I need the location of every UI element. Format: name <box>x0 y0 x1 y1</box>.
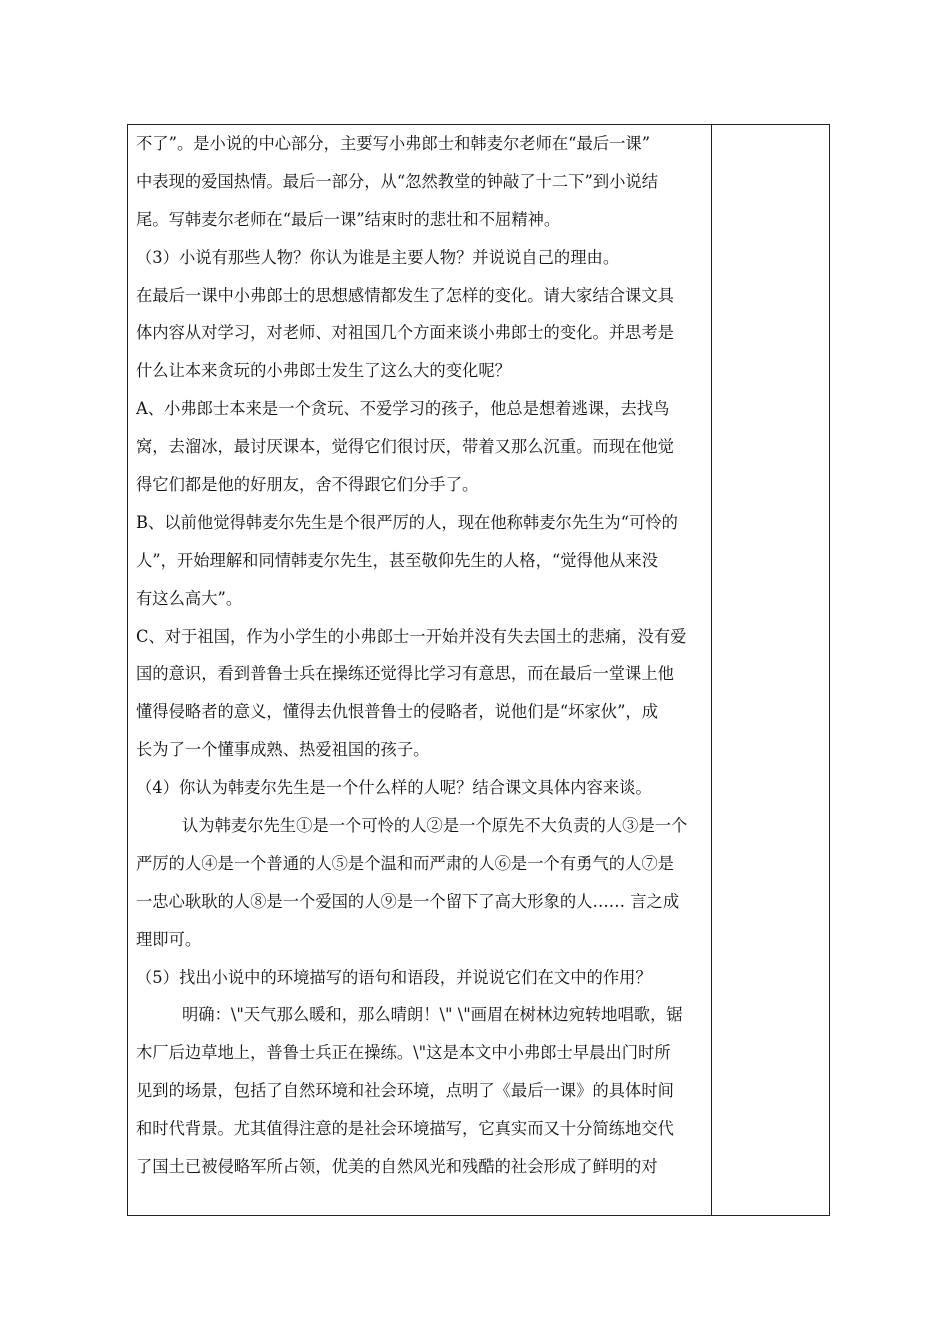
text-line: 见到的场景，包括了自然环境和社会环境，点明了《最后一课》的具体时间 <box>136 1081 674 1101</box>
text-line: 体内容从对学习，对老师、对祖国几个方面来谈小弗郎士的变化。并思考是 <box>136 323 674 343</box>
text-line: 窝，去溜冰，最讨厌课本，觉得它们很讨厌，带着又那么沉重。而现在他觉 <box>136 437 674 457</box>
text-line: 长为了一个懂事成熟、热爱祖国的孩子。 <box>136 740 430 760</box>
text-line: 懂得侵略者的意义，懂得去仇恨普鲁士的侵略者，说他们是“坏家伙”，成 <box>136 702 659 722</box>
text-line: 和时代背景。尤其值得注意的是社会环境描写，它真实而又十分简练地交代 <box>136 1119 674 1139</box>
text-line: 认为韩麦尔先生①是一个可怜的人②是一个原先不大负责的人③是一个 <box>182 816 688 836</box>
text-line: （3）小说有那些人物？你认为谁是主要人物？并说说自己的理由。 <box>136 247 620 267</box>
text-line: A、小弗郎士本来是一个贪玩、不爱学习的孩子，他总是想着逃课，去找鸟 <box>136 399 670 419</box>
text-line: 人”，开始理解和同情韩麦尔先生，甚至敬仰先生的人格，“觉得他从来没 <box>136 550 659 570</box>
text-line: 理即可。 <box>136 929 202 949</box>
lesson-table <box>127 124 830 1216</box>
text-line: 严厉的人④是一个普通的人⑤是个温和而严肃的人⑥是一个有勇气的人⑦是 <box>136 853 674 873</box>
text-line: 有这么高大”。 <box>136 588 243 608</box>
content-cell <box>136 125 704 1186</box>
text-line: （5）找出小说中的环境描写的语句和语段，并说说它们在文中的作用？ <box>136 967 652 987</box>
text-line: 国的意识，看到普鲁士兵在操练还觉得比学习有意思，而在最后一堂课上他 <box>136 664 674 684</box>
text-line: 尾。写韩麦尔老师在“最后一课”结束时的悲壮和不屈精神。 <box>136 209 561 229</box>
text-line: 木厂后边草地上，普鲁士兵正在操练。\"这是本文中小弗郎士早晨出门时所 <box>136 1043 671 1063</box>
text-line: 一忠心耿耿的人⑧是一个爱国的人⑨是一个留下了高大形象的人…… 言之成 <box>136 891 680 911</box>
text-line: 什么让本来贪玩的小弗郎士发生了这么大的变化呢？ <box>136 361 511 381</box>
text-line: 得它们都是他的好朋友，舍不得跟它们分手了。 <box>136 475 479 495</box>
text-line: 不了”。是小说的中心部分，主要写小弗郎士和韩麦尔老师在“最后一课” <box>136 134 651 153</box>
text-line: 了国土已被侵略军所占领，优美的自然风光和残酷的社会形成了鲜明的对 <box>136 1157 658 1177</box>
text-line: 在最后一课中小弗郎士的思想感情都发生了怎样的变化。请大家结合课文具 <box>136 285 674 305</box>
column-divider <box>711 125 712 1215</box>
text-line: 明确：\"天气那么暖和，那么晴朗！\" \"画眉在树林边宛转地唱歌，锯 <box>182 1005 683 1025</box>
text-line: 中表现的爱国热情。最后一部分，从“忽然教堂的钟敲了十二下”到小说结 <box>136 171 659 191</box>
text-line: C、对于祖国，作为小学生的小弗郎士一开始并没有失去国土的悲痛，没有爱 <box>136 626 687 646</box>
text-line: （4）你认为韩麦尔先生是一个什么样的人呢？结合课文具体内容来谈。 <box>136 778 652 798</box>
text-line: B、以前他觉得韩麦尔先生是个很严厉的人，现在他称韩麦尔先生为“可怜的 <box>136 512 678 532</box>
